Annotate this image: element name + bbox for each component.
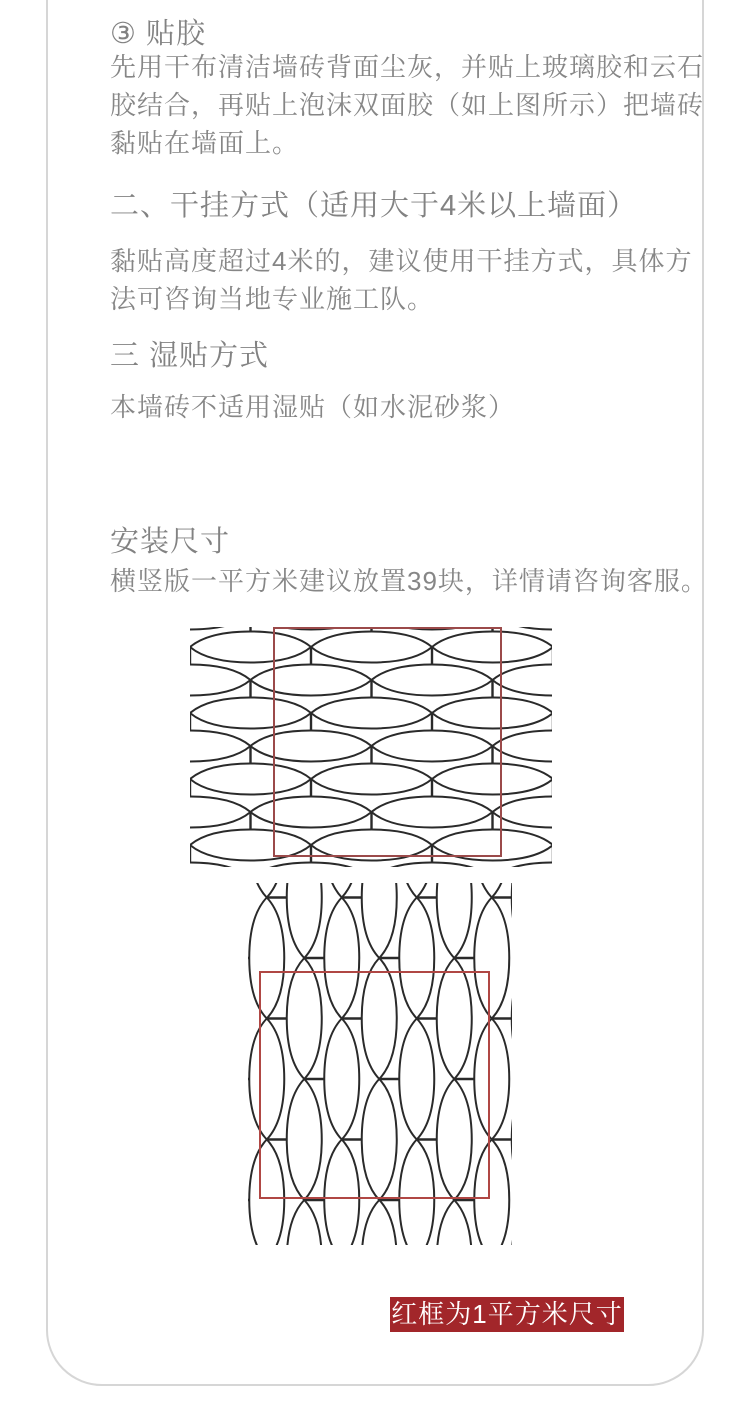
step3-line: 黏贴在墙面上。: [110, 128, 300, 158]
step3-title: ③ 贴胶: [110, 18, 207, 50]
dry-hang-line: 黏贴高度超过4米的，建议使用干挂方式，具体方: [110, 246, 693, 276]
install-size-paragraph: [110, 562, 710, 600]
red-frame-banner: 红框为1平方米尺寸: [390, 1297, 624, 1332]
dry-hang-line: 法可咨询当地专业施工队。: [110, 284, 435, 314]
horizontal-mesh-diagram: [190, 627, 552, 867]
wet-paste-title: 三 湿贴方式: [110, 340, 270, 372]
step3-paragraph: [110, 48, 710, 162]
step3-line: 先用干布清洁墙砖背面尘灰，并贴上玻璃胶和云石: [110, 52, 705, 82]
step3-line: 胶结合，再贴上泡沫双面胶（如上图所示）把墙砖: [110, 90, 705, 120]
wet-paste-line: 本墙砖不适用湿贴（如水泥砂浆）: [110, 392, 516, 422]
install-size-line: 横竖版一平方米建议放置39块，详情请咨询客服。: [110, 566, 708, 596]
install-size-title: 安装尺寸: [110, 526, 231, 558]
wet-paste-paragraph: [110, 388, 710, 426]
dry-hang-title: 二、干挂方式（适用大于4米以上墙面）: [110, 190, 638, 222]
vertical-mesh-diagram: [248, 883, 512, 1245]
dry-hang-paragraph: [110, 242, 710, 318]
